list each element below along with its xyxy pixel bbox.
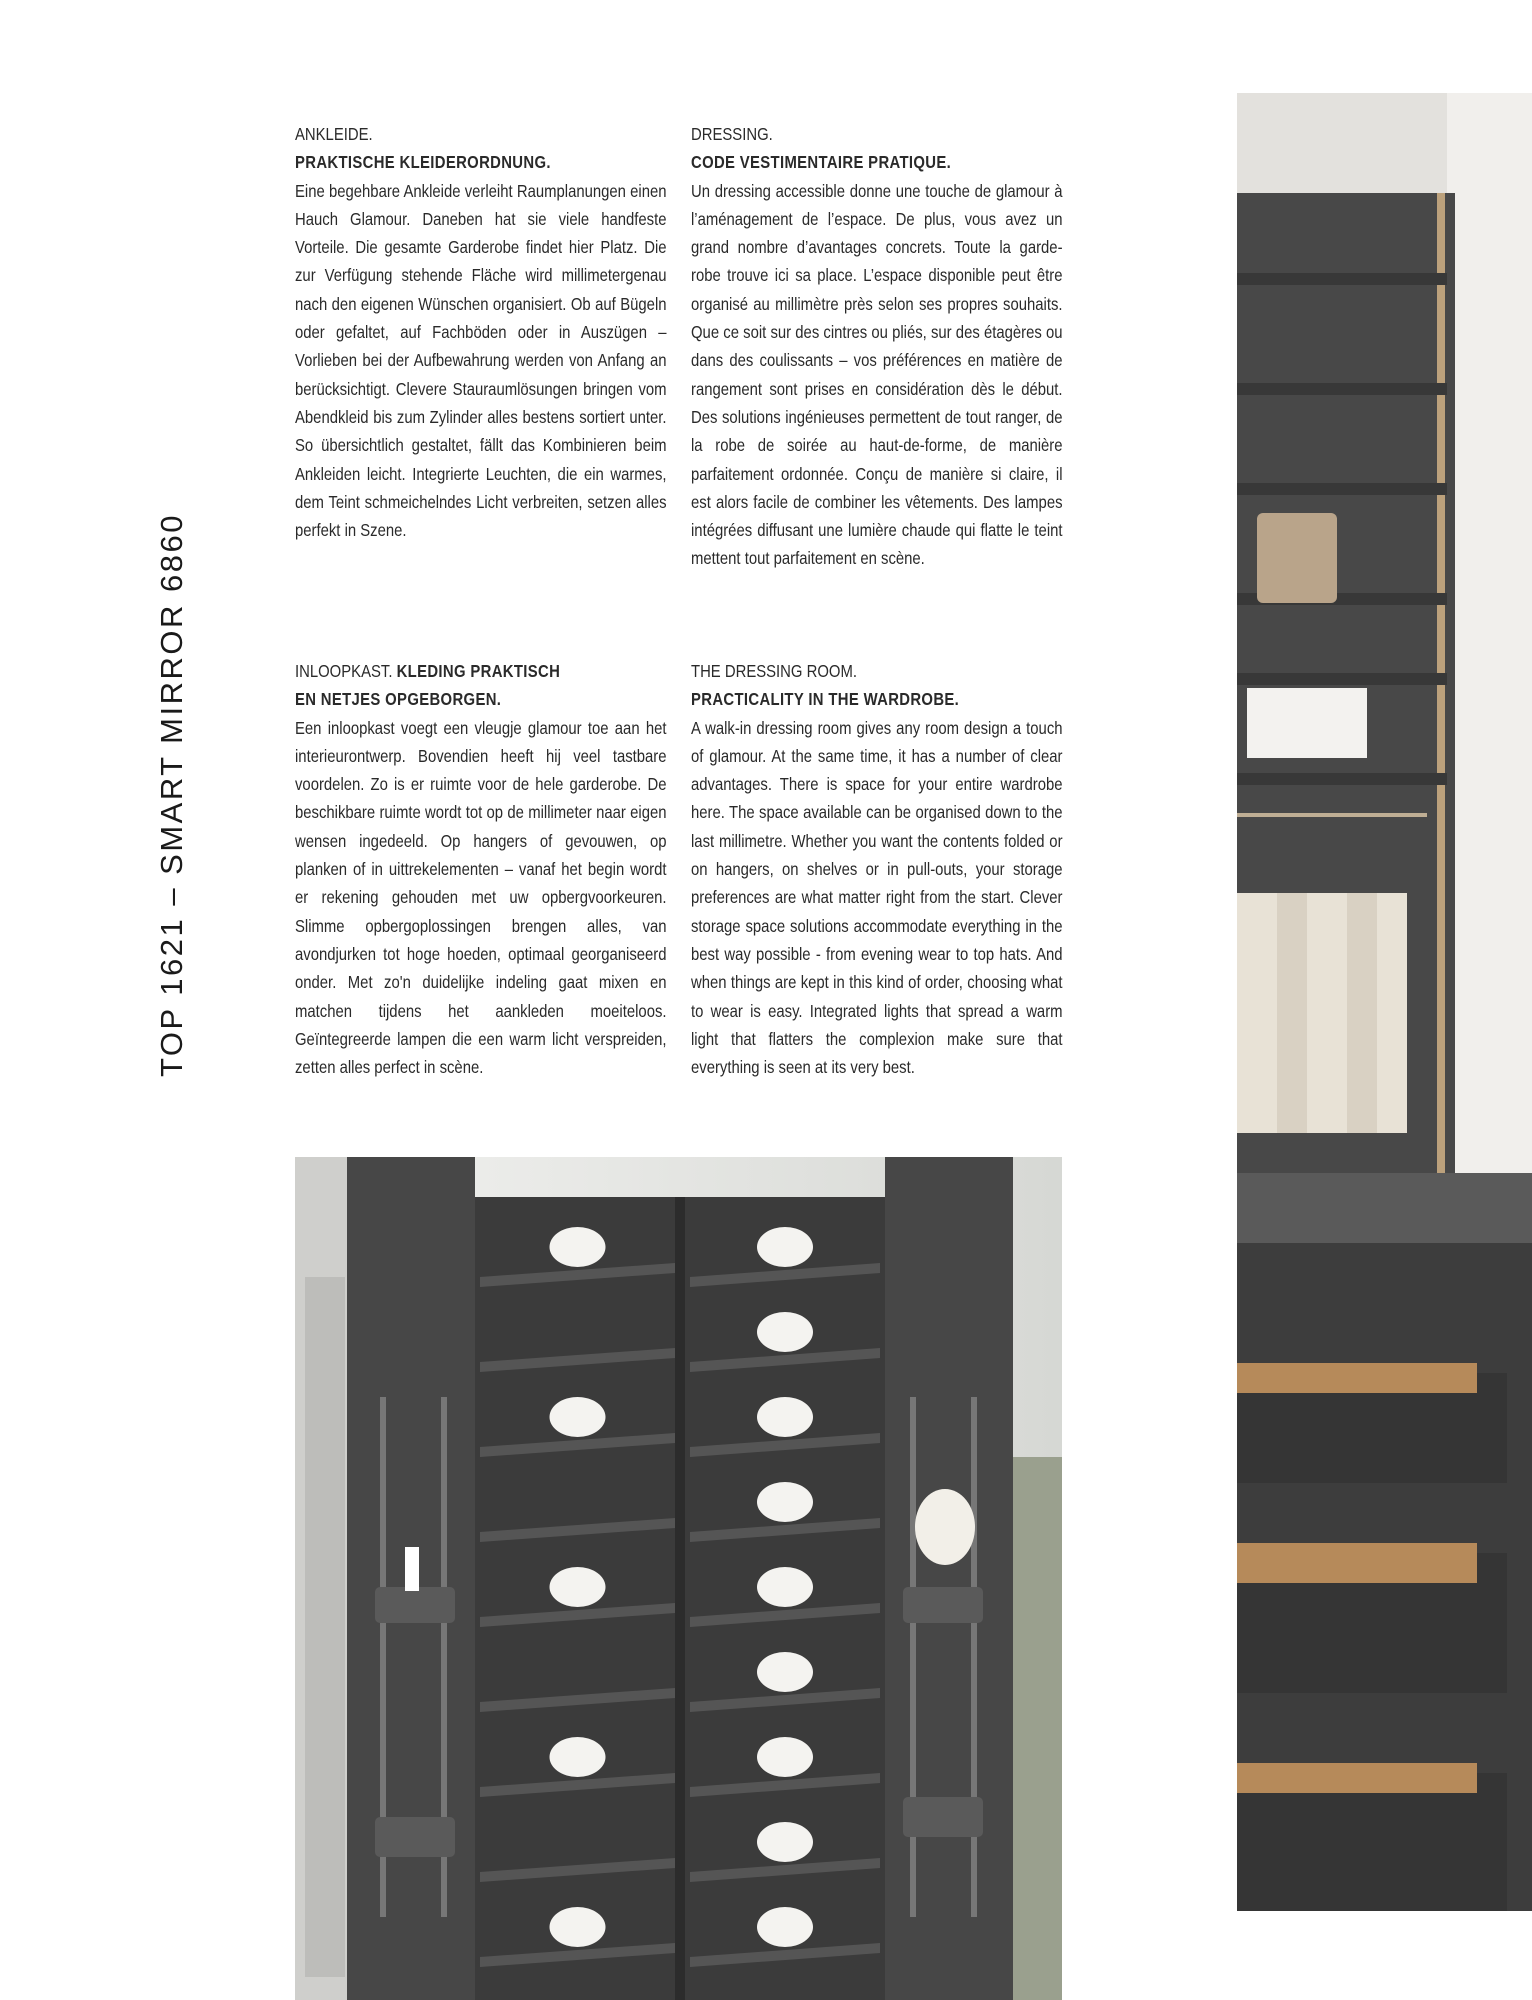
section-heading-line2: EN NETJES OPGEBORGEN. (295, 689, 502, 710)
text-column-english (691, 657, 1063, 1081)
section-body: Un dressing accessible donne une touche de glamour à l’aménagement de l’espace. De plus, vous avez un grand nombre d’avantages concrets. Toute la garde-robe trouve ici sa place. L’espace disponible peut être organisé au millimètre près selon ses propres souhaits. Que ce soit sur des cintres ou pliés, sur des étagères ou dans des coulissants – vos préférences en matière de rangement sont prises en considération dès le début. Des solutions ingénieuses permettent de tout ranger, de la robe de soirée au haut-de-forme, de manière parfaitement ordonnée. Conçu de manière si claire, il est alors facile de combiner les vêtements. Des lampes intégrées diffusant une lumière chaude qui flatte le teint mettent tout parfaitement en scène. (691, 180, 1063, 569)
section-heading: PRACTICALITY IN THE WARDROBE. (691, 689, 960, 710)
shoe-pair (550, 1397, 606, 1437)
shoe-pair (757, 1567, 813, 1607)
section-kicker: INLOOPKAST. (295, 661, 393, 681)
wardrobe-shelf (1237, 773, 1447, 785)
shoe-cabinet-illustration (295, 1157, 1062, 2000)
wardrobe-shelf (1237, 673, 1447, 685)
section-heading-line1: KLEDING PRAKTISCH (396, 661, 561, 681)
shoe-pair (757, 1652, 813, 1692)
shoe-pair (757, 1907, 813, 1947)
shoe-pair (550, 1737, 606, 1777)
shoe-pair (757, 1482, 813, 1522)
shoe-pair (757, 1312, 813, 1352)
section-heading (295, 657, 667, 685)
section-body: A walk-in dressing room gives any room design a touch of glamour. At the same time, it has a number of clear advantages. There is space for your entire wardrobe here. The space available can be organised down to the last millimetre. Whether you want the contents folded or on hangers, on shelves or in pull-outs, your storage preferences are what matter right from the start. Clever storage space solutions accommodate everything in the best way possible - from evening wear to top hats. And when things are kept in this kind of order, choosing what to wear is easy. Integrated lights that spread a warm light that flatters the complexion make sure that everything is seen at its very best. (691, 717, 1063, 1078)
wardrobe-illustration (1237, 93, 1532, 1911)
shoe-pair (550, 1567, 606, 1607)
text-column-german (295, 120, 667, 544)
shoe-pair (550, 1907, 606, 1947)
section-body: Een inloopkast voegt een vleugje glamour toe aan het interieurontwerp. Bovendien heeft hij veel tastbare voordelen. Zo is er ruimte voor de hele garderobe. De beschikbare ruimte wordt tot op de millimeter naar eigen wensen ingedeeld. Op hangers of gevouwen, op planken of in uittrekelementen – vanaf het begin wordt er rekening gehouden met uw opbergvoorkeuren. Slimme opbergoplossingen brengen alles, van avondjurken tot hoge hoeden, optimaal georganiseerd onder. Met zo'n duidelijke indeling gaat mixen en matchen tijdens het aankleden moeiteloos. Geïntegreerde lampen die een warm licht verspreiden, zetten alles perfect in scène. (295, 717, 667, 1078)
wardrobe-shelf (1237, 383, 1447, 395)
text-column-dutch (295, 657, 667, 1081)
side-title: TOP 1621 – SMART MIRROR 6860 (154, 513, 189, 1077)
shoe-cabinet-photo (295, 1157, 1062, 2000)
shoe-pair (757, 1822, 813, 1862)
shoe-pair (757, 1227, 813, 1267)
text-column-french (691, 120, 1063, 573)
shoe-pair (757, 1397, 813, 1437)
wardrobe-shelf (1237, 483, 1447, 495)
section-body: Eine begehbare Ankleide verleiht Raumplanungen einen Hauch Glamour. Daneben hat sie viele handfeste Vorteile. Die gesamte Garderobe findet hier Platz. Die zur Verfügung stehende Fläche wird millimetergenau nach den eigenen Wünschen organisiert. Ob auf Bügeln oder gefaltet, auf Fachböden oder in Auszügen – Vorlieben bei der Aufbewahrung werden von Anfang an berücksichtigt. Clevere Stauraumlösungen bringen vom Abendkleid bis zum Zylinder alles bestens sortiert unter. So übersichtlich gestaltet, fällt das Kombinieren beim Ankleiden leicht. Integrierte Leuchten, die ein warmes, dem Teint schmeichelndes Licht verbreiten, setzen alles perfekt in Szene. (295, 180, 667, 541)
walk-in-wardrobe-photo (1237, 93, 1532, 1911)
section-heading: CODE VESTIMENTAIRE PRATIQUE. (691, 152, 952, 173)
section-kicker: ANKLEIDE. (295, 124, 373, 144)
wardrobe-shelf (1237, 273, 1447, 285)
section-kicker: DRESSING. (691, 124, 773, 144)
section-kicker: THE DRESSING ROOM. (691, 661, 857, 681)
shoe-pair (757, 1737, 813, 1777)
section-heading: PRAKTISCHE KLEIDERORDNUNG. (295, 152, 551, 173)
shoe-pair (550, 1227, 606, 1267)
